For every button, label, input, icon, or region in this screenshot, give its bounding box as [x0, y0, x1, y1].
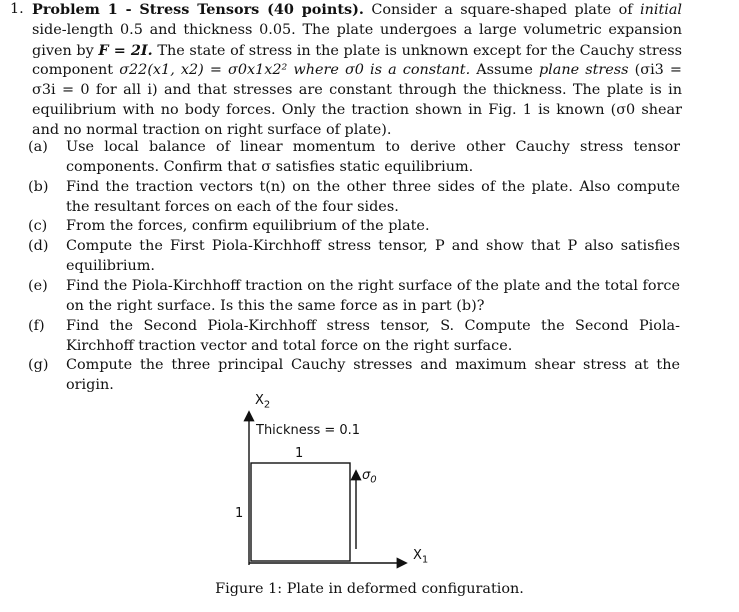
part-b: [28, 178, 680, 218]
plate-square: [251, 463, 350, 561]
part-label: (d): [28, 238, 49, 254]
part-text: Use local balance of linear momentum to derive other Cauchy stress tensor components. Confirm that σ satisfies static equilibrium.: [66, 139, 680, 175]
eq-plane-stress: (σi3 = σ3i = 0 for all i): [32, 62, 682, 99]
left-dimension: 1: [235, 506, 244, 521]
x2-label: $X_2$: [255, 393, 271, 411]
part-text: Find the Piola-Kirchhoff traction on the right surface of the plate and the total force on the right surface. Is this the same force as in part (b)?: [66, 278, 680, 314]
intro-d: Assume: [476, 62, 533, 79]
part-label: (b): [28, 179, 49, 195]
part-d: [28, 237, 680, 277]
part-text: Compute the First Piola-Kirchhoff stress tensor, P and show that P also satisfies equilibrium.: [66, 238, 680, 274]
x1-label: $X_1$: [413, 548, 429, 566]
problem-title: Problem 1 - Stress Tensors (40 points).: [32, 1, 364, 18]
part-label: (c): [28, 218, 48, 234]
part-text: From the forces, confirm equilibrium of the plate.: [66, 218, 430, 234]
sigma0-label: $\sigma_0$: [362, 468, 377, 486]
problem-statement: [10, 0, 682, 141]
top-dimension: 1: [295, 446, 304, 461]
intro-b: side-length 0.5 and thickness 0.05. The plate undergoes a large volumetric expansion given by: [32, 21, 682, 59]
part-text: Find the traction vectors t(n) on the other three sides of the plate. Also compute the resultant forces on each of the four sides.: [66, 179, 680, 215]
part-label: (e): [28, 278, 48, 294]
part-label: (a): [28, 139, 48, 155]
problem-number: 1.: [10, 1, 24, 17]
part-label: (g): [28, 357, 49, 373]
part-e: [28, 277, 680, 317]
part-c: [28, 217, 680, 237]
part-text: Find the Second Piola-Kirchhoff stress tensor, S. Compute the Second Piola-Kirchhoff traction vector and total force on the right surface.: [66, 318, 680, 354]
figure-caption: Figure 1: Plate in deformed configuration.: [215, 581, 524, 597]
part-text: Compute the three principal Cauchy stresses and maximum shear stress at the origin.: [66, 357, 680, 393]
part-a: [28, 138, 680, 178]
part-f: [28, 317, 680, 357]
intro-e: and that stresses are constant through the thickness. The plate is in equilibrium with no body forces. Only the traction shown in Fig. 1 is known (σ0 shear and no normal traction on right surface of plate).: [32, 82, 682, 138]
thickness-label: Thickness = 0.1: [256, 423, 361, 438]
plane-stress: plane stress: [538, 62, 629, 79]
eq-sigma22: σ22(x1, x2) = σ0x1x2² where σ0 is a constant.: [119, 62, 471, 79]
intro-a: Consider a square-shaped plate of: [371, 2, 633, 18]
part-g: [28, 356, 680, 396]
intro-c: The state of stress in the plate is unknown except for the Cauchy stress component: [32, 42, 682, 79]
problem-body: [32, 0, 682, 141]
intro-initial: initial: [639, 2, 683, 18]
eq-deformation-gradient: F = 2I.: [98, 41, 153, 59]
part-label: (f): [28, 318, 45, 334]
